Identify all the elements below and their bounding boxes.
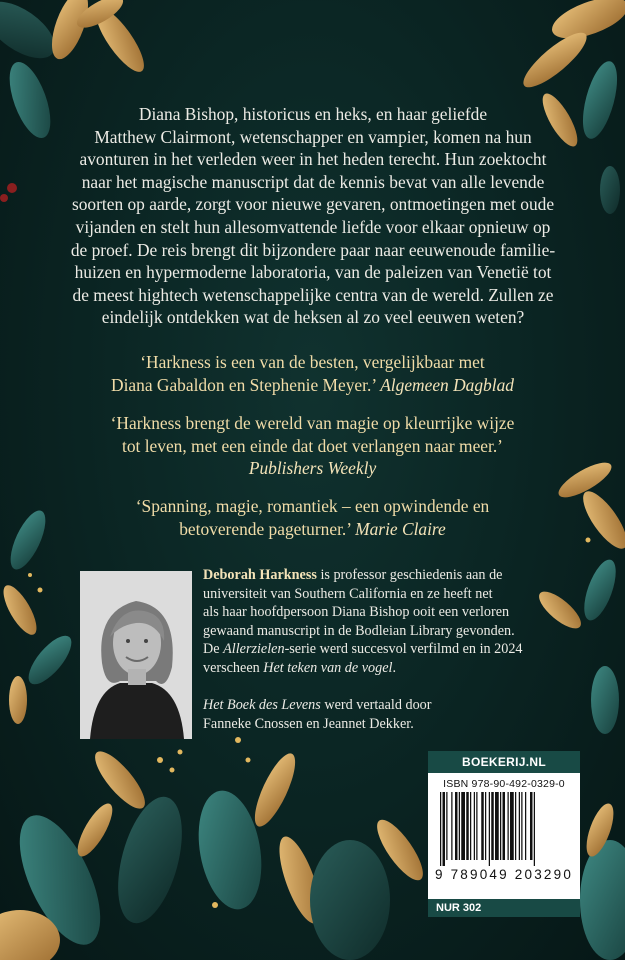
- barcode-bar: [474, 792, 475, 860]
- blurb-line: avonturen in het verleden weer in het heden terecht. Hun zoektocht: [79, 149, 547, 170]
- barcode-bar: [459, 792, 460, 860]
- isbn-number: ISBN 978-90-492-0329-0: [443, 778, 565, 790]
- blurb-line: huizen en hypermoderne laboratoria, van de paleizen van Venetië tot: [74, 262, 552, 283]
- book-title: Het Boek des Levens: [203, 697, 321, 713]
- bio-text: .: [392, 659, 397, 676]
- barcode-bar: [440, 792, 441, 866]
- bio-text: De: [203, 641, 224, 658]
- barcode-bar: [455, 792, 458, 860]
- blurb-line: vijanden en stelt hun allesomvattende liefde voor elkaar opnieuw op: [75, 216, 551, 237]
- blurb-line: soorten op aarde, zorgt voor nieuwe gevaren, ontmoetingen met oude: [71, 194, 555, 215]
- review-quote: [40, 495, 585, 540]
- bio-text: verscheen: [203, 659, 264, 676]
- barcode-bars: [436, 792, 572, 866]
- quote-text: betoverende pageturner.’: [179, 518, 351, 539]
- blurb-line: Diana Bishop, historicus en heks, en haar geliefde: [138, 104, 488, 124]
- translation-credit: [203, 696, 563, 733]
- bio-line: als haar hoofdpersoon Diana Bishop ooit een verloren: [203, 604, 510, 621]
- barcode-digits: 9 789049 203290: [434, 867, 574, 882]
- nur-code: NUR 302: [428, 899, 580, 917]
- bio-line: gewaand manuscript in de Bodleian Library gevonden.: [203, 622, 515, 639]
- quote-line: [40, 374, 585, 397]
- publisher-url: BOEKERIJ.NL: [428, 751, 580, 773]
- barcode-bar: [495, 792, 499, 860]
- review-quote: [40, 351, 585, 396]
- barcode-bar: [489, 792, 490, 866]
- barcode-bar: [530, 792, 533, 860]
- barcode-bar: [525, 792, 526, 860]
- series-title: Allerzielen: [223, 641, 285, 658]
- quote-line: tot leven, met een einde dat doet verlangen naar meer.’: [122, 435, 503, 456]
- blurb-line: de meest hightech wetenschappelijke centra van de wereld. Zullen ze: [72, 284, 554, 305]
- blurb-line: naar het magische manuscript dat de kennis bevat van alle levende: [81, 171, 545, 192]
- barcode-bar: [451, 792, 452, 860]
- quote-line: ‘Spanning, magie, romantiek – een opwindende en: [135, 496, 490, 516]
- credit-line: [203, 696, 563, 715]
- barcode-bar: [521, 792, 522, 860]
- barcode-bar: [500, 792, 501, 860]
- credit-line: Fanneke Cnossen en Jeannet Dekker.: [203, 715, 414, 732]
- quote-line: ‘Harkness is een van de besten, vergelijkbaar met: [140, 352, 485, 372]
- barcode-bar: [515, 792, 516, 860]
- barcode-bar: [485, 792, 486, 860]
- bio-line: [203, 659, 563, 678]
- blurb-line: eindelijk ontdekken wat de heksen al zo veel eeuwen weten?: [101, 307, 525, 328]
- author-bio: [203, 566, 563, 678]
- barcode-bar: [443, 792, 446, 866]
- barcode-bar: [491, 792, 494, 860]
- barcode-bar: [461, 792, 465, 860]
- barcode-bar: [534, 792, 535, 866]
- barcode-bar: [446, 792, 447, 860]
- novel-title: Het teken van de vogel: [263, 659, 393, 676]
- author-photo: [80, 571, 192, 739]
- credit-text: werd vertaald door: [320, 697, 432, 713]
- blurb-line: de proef. De reis brengt dit bijzondere paar naar eeuwenoude familie-: [70, 239, 556, 260]
- barcode-bar: [519, 792, 520, 860]
- quote-source: Publishers Weekly: [248, 458, 377, 479]
- quote-source: Algemeen Dagblad: [380, 374, 514, 395]
- review-quote: [40, 412, 585, 480]
- bio-text: -serie werd succesvol verfilmd en in 2024: [284, 641, 523, 658]
- book-blurb: [58, 103, 568, 329]
- bio-line: [203, 640, 563, 659]
- barcode-bar: [476, 792, 477, 860]
- isbn-barcode-block: [428, 751, 580, 917]
- barcode-bar: [503, 792, 506, 860]
- quote-text: Diana Gabaldon en Stephenie Meyer.’: [111, 374, 376, 395]
- bio-text: is professor geschiedenis aan de: [316, 567, 503, 583]
- barcode-bar: [466, 792, 469, 860]
- bio-line: [203, 566, 563, 585]
- quote-source: Marie Claire: [355, 518, 446, 539]
- quote-line: [40, 518, 585, 541]
- bio-line: universiteit van Southern California en ze heeft net: [203, 585, 493, 602]
- barcode-bar: [508, 792, 509, 860]
- author-name: Deborah Harkness: [203, 567, 317, 583]
- quote-line: ‘Harkness brengt de wereld van magie op kleurrijke wijze: [110, 413, 515, 433]
- barcode-bar: [470, 792, 471, 860]
- barcode-bar: [510, 792, 514, 860]
- blurb-line: Matthew Clairmont, wetenschapper en vampier, komen na hun: [94, 126, 532, 147]
- barcode-bar: [481, 792, 484, 860]
